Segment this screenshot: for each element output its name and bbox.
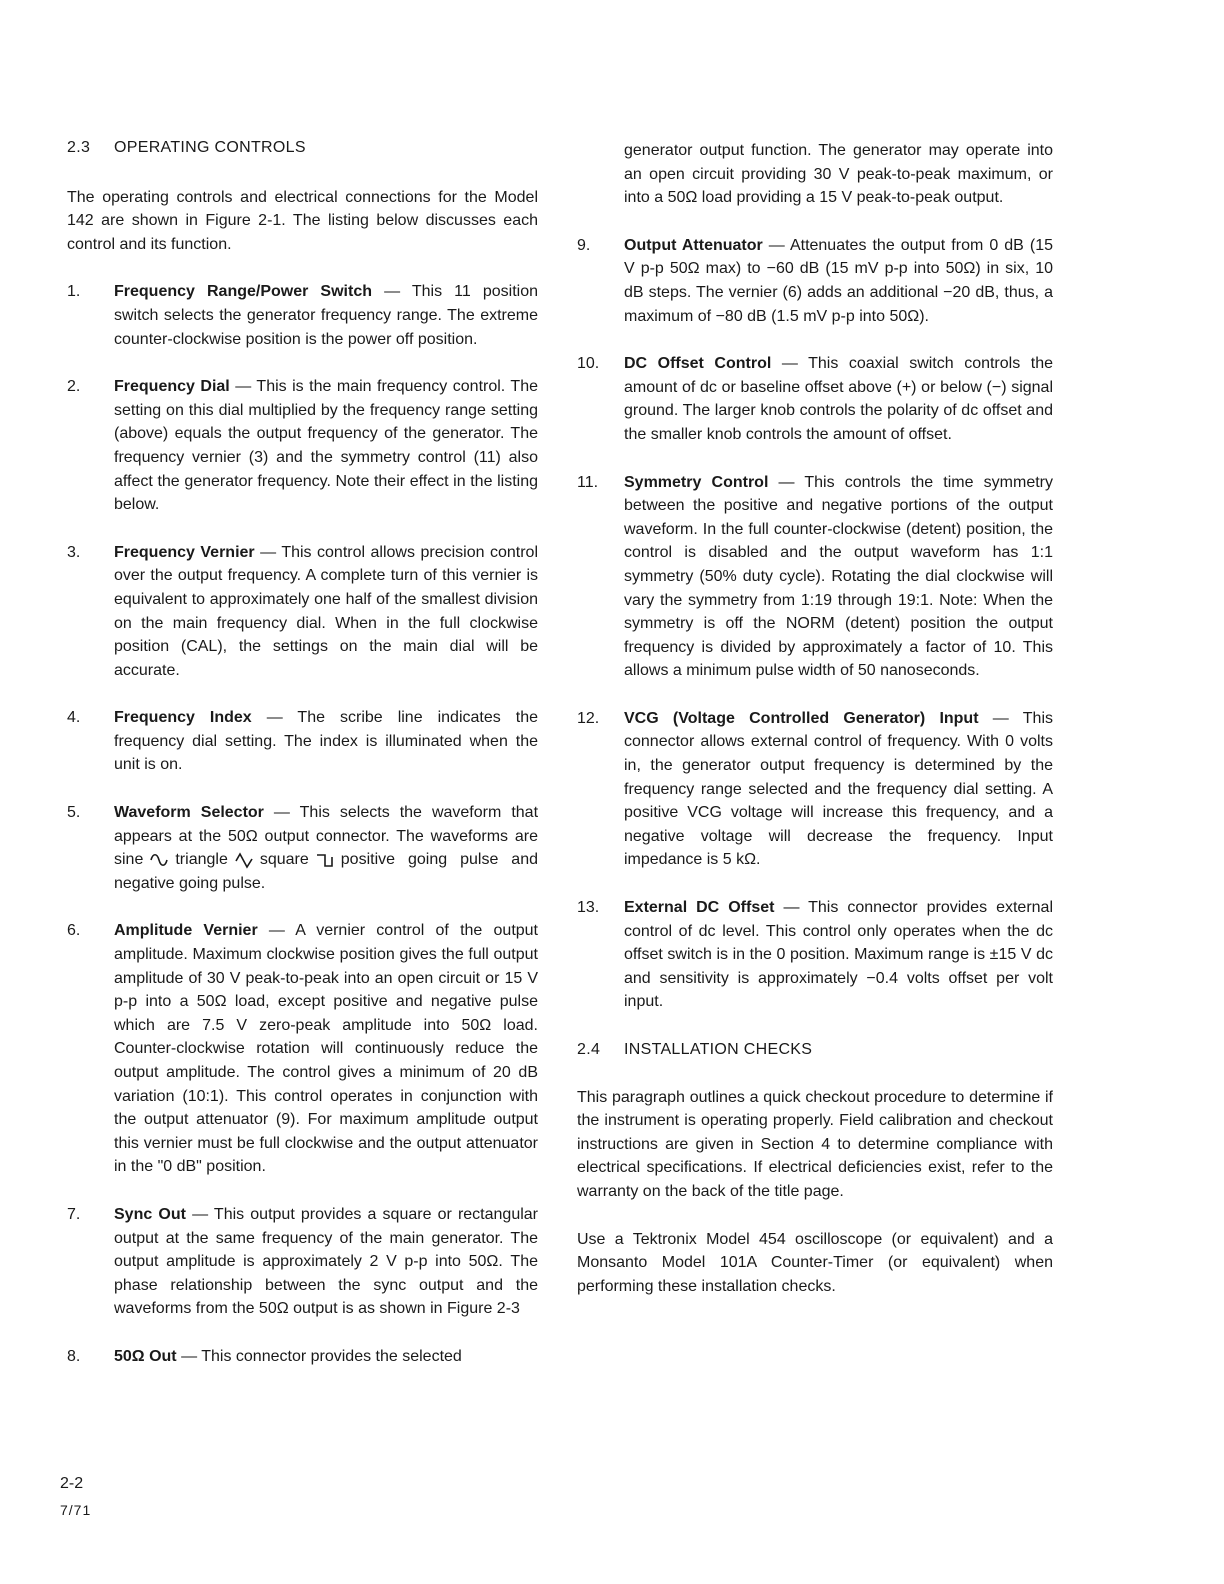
item-text: — This coaxial switch controls the amount of dc or baseline offset above (+) or below (−) signal ground. The larger knob controls the polarity of dc offset and the smaller knob controls the amount of offset.: [624, 355, 1053, 443]
item-number: 3.: [67, 543, 81, 561]
list-item-8-continued: [577, 139, 1053, 210]
revision-date: 7/71: [60, 1502, 92, 1518]
item-body: [114, 1203, 538, 1321]
list-item-3: [67, 541, 538, 683]
item-text: — A vernier control of the output amplitude. Maximum clockwise position gives the full output amplitude of 30 V peak-to-peak into an open circuit or 15 V p-p into a 50Ω load, except positive and negative pulse which are 7.5 V zero-peak amplitude into 50Ω load. Counter-clockwise rotation will continuously reduce the output amplitude. The control gives a minimum of 20 dB variation (10:1). This control operates in conjunction with the output attenuator (9). For maximum amplitude output this vernier must be full clockwise and the output attenuator in the "0 dB" position.: [114, 922, 539, 1176]
item-number: 10.: [577, 355, 600, 373]
item-text-square: square: [259, 851, 309, 869]
item-number: 6.: [67, 922, 81, 940]
list-item-13: [577, 896, 1053, 1014]
list-item-1: [67, 280, 538, 351]
item-text: — The scribe line indicates the frequency dial setting. The index is illuminated when the unit is on.: [114, 709, 538, 774]
item-body: [624, 896, 1053, 1014]
item-body: [114, 280, 538, 351]
item-text: — This controls the time symmetry between the positive and negative portions of the output waveform. In the full counter-clockwise (detent) position, the control is disabled and the output waveform has 1:1 symmetry (50% duty cycle). Rotating the dial clockwise will vary the symmetry from 1:19 through 19:1. Note: When the symmetry is off the NORM (detent) position the output frequency is divided by approximately a factor of 10. This allows a minimum pulse width of 50 nanoseconds.: [624, 473, 1053, 680]
item-text: — Attenuates the output from 0 dB (15 V p-p 50Ω max) to −60 dB (15 mV p-p into 50Ω) in six, 10 dB steps. The vernier (6) adds an additional −20 dB, thus, a maximum of −80 dB (1.5 mV p-p into 50Ω).: [624, 236, 1053, 325]
list-item-11: [577, 471, 1053, 683]
list-item-7: [67, 1203, 538, 1321]
list-item-2: [67, 375, 538, 517]
item-body: [114, 706, 538, 777]
item-title: DC Offset Control: [624, 355, 772, 373]
item-number: 7.: [67, 1205, 81, 1223]
item-text-pulse: positive going pulse and negative going pulse.: [114, 851, 538, 892]
item-text: — This connector provides the selected: [176, 1347, 462, 1365]
item-title: Output Attenuator: [624, 236, 763, 254]
item-text: — This connector provides external control of dc level. This control only operates when the dc offset switch is in the 0 position. Maximum range is ±15 V dc and sensitivity is approximately −0.4 volts offset per volt input.: [624, 899, 1053, 1011]
item-number: 2.: [67, 378, 81, 396]
sine-wave-icon: [149, 851, 169, 869]
item-number: 12.: [577, 709, 600, 727]
item-text: — This selects the waveform that appears at the 50Ω output connector. The waveforms are sine: [114, 804, 539, 869]
item-number: 13.: [577, 899, 600, 917]
item-text: — This control allows precision control over the output frequency. A complete turn of this vernier is equivalent to approximately one half of the smallest division on the main frequency dial. When in the full clockwise position (CAL), the settings on the main dial will be accurate.: [114, 543, 538, 679]
item-text: — This output provides a square or rectangular output at the same frequency of the main generator. The output amplitude is approximately 2 V p-p into 50Ω. The phase relationship between the sync output and the waveforms from the 50Ω output is as shown in Figure 2-3: [114, 1205, 539, 1318]
section-heading-installation-checks: [577, 1038, 1053, 1062]
item-title: 50Ω Out: [114, 1347, 177, 1365]
list-item-10: [577, 352, 1053, 446]
item-title: Amplitude Vernier: [114, 922, 258, 940]
section-number: 2.4: [577, 1041, 601, 1058]
section-heading-operating-controls: [67, 136, 538, 160]
list-item-4: [67, 706, 538, 777]
item-number: 5.: [67, 804, 81, 822]
item-title: Symmetry Control: [624, 473, 769, 491]
item-title: Frequency Vernier: [114, 543, 255, 561]
item-text: — This connector allows external control of frequency. With 0 volts in, the generator output frequency is determined by the frequency range selected and the frequency dial setting. A positive VCG voltage will increase this frequency, and a negative voltage will decrease the frequency. Input impedance is 5 kΩ.: [624, 709, 1054, 869]
item-body: [114, 375, 538, 517]
installation-paragraph-2: Use a Tektronix Model 454 oscilloscope (or equivalent) and a Monsanto Model 101A Counter-Timer (or equivalent) when performing these installation checks.: [577, 1230, 1053, 1295]
left-column: [67, 136, 538, 1369]
item-body: [114, 541, 538, 683]
list-item-9: [577, 234, 1053, 328]
item-body: [624, 234, 1053, 328]
item-number: 8.: [67, 1347, 81, 1365]
right-column: [577, 139, 1053, 1298]
item-title: Frequency Dial: [114, 378, 230, 396]
section-number: 2.3: [67, 139, 91, 156]
item-text: — This is the main frequency control. The setting on this dial multiplied by the frequency range setting (above) equals the output frequency of the generator. The frequency vernier (3) and the symmetry control (11) also affect the generator frequency. Note their effect in the listing below.: [114, 378, 539, 514]
list-item-6: [67, 919, 538, 1179]
section-title: OPERATING CONTROLS: [114, 139, 306, 156]
item-title: Waveform Selector: [114, 804, 264, 822]
item-body: [114, 919, 538, 1179]
item-text: — This 11 position switch selects the generator frequency range. The extreme counter-clockwise position is the power off position.: [114, 283, 538, 348]
item-text-triangle: triangle: [175, 851, 228, 869]
item-title: Frequency Index: [114, 709, 252, 727]
item-body: [624, 352, 1053, 446]
item-continuation: generator output function. The generator may operate into an open circuit providing 30 V peak-to-peak maximum, or into a 50Ω load providing a 15 V peak-to-peak output.: [624, 142, 1053, 207]
square-wave-icon: [315, 851, 335, 869]
item-number: 1.: [67, 283, 81, 301]
item-title: Sync Out: [114, 1205, 186, 1223]
item-number: 9.: [577, 236, 591, 254]
item-body: [624, 707, 1053, 872]
item-title: External DC Offset: [624, 899, 775, 917]
installation-paragraph-1: This paragraph outlines a quick checkout procedure to determine if the instrument is operating properly. Field calibration and checkout instructions are given in Section 4 to determine compliance with electrical specifications. If electrical deficiencies exist, refer to the warranty on the back of the title page.: [577, 1088, 1053, 1200]
intro-paragraph: The operating controls and electrical connections for the Model 142 are shown in Figure 2-1. The listing below discusses each control and its function.: [67, 188, 538, 253]
item-number: 4.: [67, 709, 81, 727]
list-item-8: [67, 1345, 538, 1369]
page-number: 2-2: [60, 1475, 84, 1492]
item-body: [114, 1345, 538, 1369]
list-item-12: [577, 707, 1053, 872]
item-title: VCG (Voltage Controlled Generator) Input: [624, 709, 979, 727]
item-body: [114, 801, 538, 895]
item-title: Frequency Range/Power Switch: [114, 283, 372, 301]
list-item-5: [67, 801, 538, 895]
item-body: [624, 471, 1053, 683]
triangle-wave-icon: [234, 851, 254, 869]
section-title: INSTALLATION CHECKS: [624, 1041, 813, 1058]
item-number: 11.: [577, 473, 599, 491]
